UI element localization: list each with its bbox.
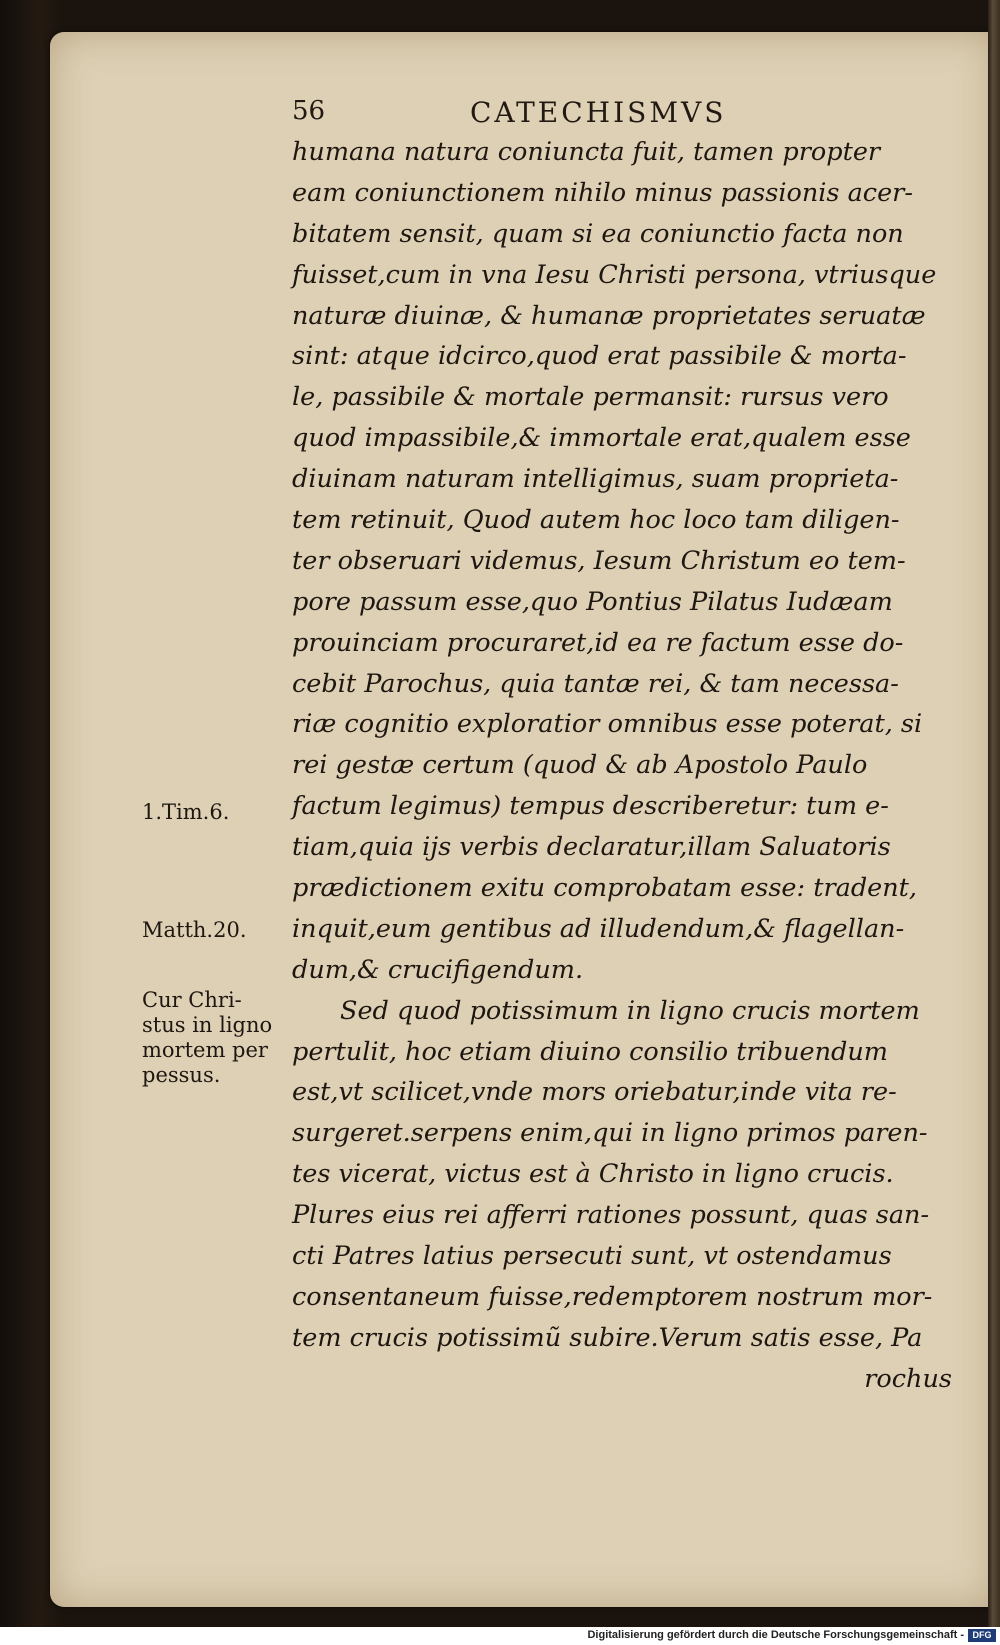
marginal-note-matth: Matth.20.	[142, 918, 247, 942]
text-line: pore passum esse,quo Pontius Pilatus Iudæam	[292, 586, 893, 617]
page-number: 56	[292, 96, 326, 126]
text-line: humana natura coniuncta fuit, tamen propter	[292, 137, 881, 167]
text-line: rei gestæ certum (quod & ab Apostolo Paulo	[292, 750, 868, 781]
text-line: consentaneum fuisse,redemptorem nostrum mor-	[292, 1281, 933, 1312]
text-line: Plures eius rei afferri rationes possunt, quas san-	[292, 1200, 930, 1231]
text-line: naturæ diuinæ, & humanæ proprietates seruatæ	[292, 300, 926, 331]
text-line: sint: atque idcirco,quod erat passibile & morta-	[292, 341, 907, 372]
text-line: inquit,eum gentibus ad illudendum,& flagellan-	[292, 913, 905, 944]
text-line: riæ cognitio exploratior omnibus esse poterat, si	[292, 709, 923, 740]
text-line: est,vt scilicet,vnde mors oriebatur,inde vita re-	[292, 1077, 897, 1108]
marginal-note-cur: Cur Chri- stus in ligno mortem per pessus.	[142, 988, 273, 1087]
dfg-logo: DFG	[968, 1629, 996, 1642]
text-line: prædictionem exitu comprobatam esse: tradent,	[292, 873, 918, 904]
text-line: tem crucis potissimũ subire.Verum satis esse, Pa	[292, 1322, 923, 1353]
text-line: tiam,quia ijs verbis declaratur,illam Saluatoris	[292, 832, 891, 863]
running-title: CATECHISMVS	[470, 96, 727, 129]
text-line: prouinciam procuraret,id ea re factum esse do-	[292, 627, 904, 658]
text-line: fuisset,cum in vna Iesu Christi persona, vtriusque	[292, 259, 937, 290]
text-line: eam coniunctionem nihilo minus passionis acer-	[292, 177, 913, 208]
text-line: tem retinuit, Quod autem hoc loco tam diligen-	[292, 505, 900, 536]
text-line: cebit Parochus, quia tantæ rei, & tam necessa-	[292, 668, 899, 699]
footer-credit: Digitalisierung gefördert durch die Deutsche Forschungsgemeinschaft -	[587, 1629, 964, 1641]
text-line: cti Patres latius persecuti sunt, vt ostendamus	[292, 1241, 892, 1272]
text-line: pertulit, hoc etiam diuino consilio tribuendum	[292, 1036, 888, 1067]
text-line: quod impassibile,& immortale erat,qualem esse	[292, 423, 911, 454]
body-text	[292, 132, 952, 1400]
text-line: tes vicerat, victus est à Christo in ligno crucis.	[292, 1159, 894, 1190]
paragraph-start-line: Sed quod potissimum in ligno crucis mortem	[340, 995, 920, 1026]
marginal-note-tim: 1.Tim.6.	[142, 800, 230, 824]
book-spine-edge	[988, 0, 1000, 1645]
text-line: le, passibile & mortale permansit: rursus vero	[292, 382, 889, 413]
catchword: rochus	[864, 1363, 952, 1394]
page-header	[292, 96, 952, 132]
text-line: dum,& crucifigendum.	[292, 954, 584, 985]
text-line: bitatem sensit, quam si ea coniunctio facta non	[292, 218, 904, 249]
text-line: ter obseruari videmus, Iesum Christum eo tem-	[292, 545, 906, 576]
text-line: diuinam naturam intelligimus, suam proprieta-	[292, 464, 899, 495]
text-line: surgeret.serpens enim,qui in ligno primos paren-	[292, 1118, 928, 1149]
text-line: factum legimus) tempus describeretur: tum e-	[292, 791, 889, 822]
